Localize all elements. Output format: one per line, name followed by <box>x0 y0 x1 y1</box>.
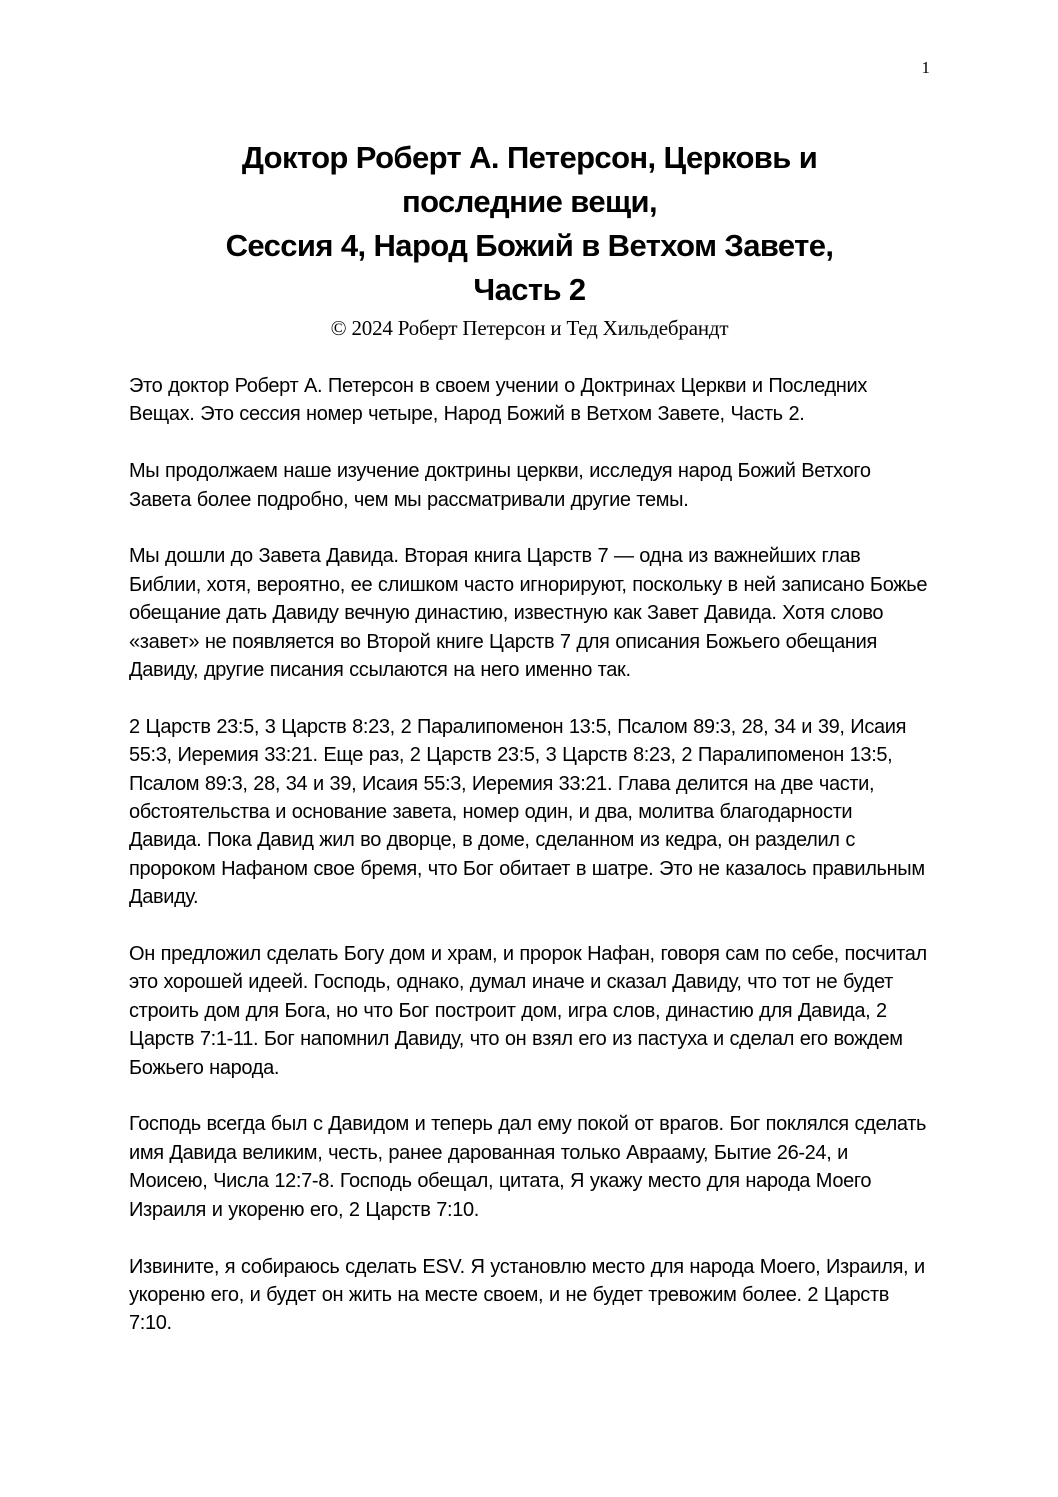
body-text <box>129 372 930 1338</box>
title-line-4: Часть 2 <box>473 272 586 307</box>
title-line-3: Сессия 4, Народ Божий в Ветхом Завете, <box>225 228 834 263</box>
paragraph-3: Мы дошли до Завета Давида. Вторая книга Царств 7 — одна из важнейших глав Библии, хотя, вероятно, ее слишком часто игнорируют, поскольку в ней записано Божье обещание дать Давиду вечную династию, известную как Завет Давида. Хотя слово «завет» не появляется во Второй книге Царств 7 для описания Божьего обещания Давиду, другие писания ссылаются на него именно так. <box>129 545 928 682</box>
document-content <box>129 136 930 1366</box>
paragraph-5: Он предложил сделать Богу дом и храм, и пророк Нафан, говоря сам по себе, посчитал это хорошей идеей. Господь, однако, думал иначе и сказал Давиду, что тот не будет строить дом для Бога, но что Бог построит дом, игра слов, династию для Давида, 2 Царств 7:1-11. Бог напомнил Давиду, что он взял его из пастуха и сделал его вождем Божьего народа. <box>129 943 927 1079</box>
copyright-line: © 2024 Роберт Петерсон и Тед Хильдебрандт <box>330 316 729 340</box>
paragraph-6: Господь всегда был с Давидом и теперь дал ему покой от врагов. Бог поклялся сделать имя Давида великим, честь, ранее дарованная только Аврааму, Бытие 26-24, и Моисею, Числа 12:7-8. Господь обещал, цитата, Я укажу место для народа Моего Израиля и укореню его, 2 Царств 7:10. <box>129 1113 927 1221</box>
page-number: 1 <box>921 58 930 77</box>
title-line-2: последние вещи, <box>401 184 658 219</box>
paragraph-7: Извините, я собираюсь сделать ESV. Я установлю место для народа Моего, Израиля, и укореню его, и будет он жить на месте своем, и не будет тревожим более. 2 Царств 7:10. <box>129 1255 925 1335</box>
title-line-1: Доктор Роберт А. Петерсон, Церковь и <box>241 140 818 175</box>
document-title <box>129 136 930 312</box>
paragraph-2: Мы продолжаем наше изучение доктрины церкви, исследуя народ Божий Ветхого Завета более подробно, чем мы рассматривали другие темы. <box>129 460 871 511</box>
paragraph-4: 2 Царств 23:5, 3 Царств 8:23, 2 Паралипоменон 13:5, Псалом 89:3, 28, 34 и 39, Исаия 55:3, Иеремия 33:21. Еще раз, 2 Царств 23:5, 3 Царств 8:23, 2 Паралипоменон 13:5, Псалом 89:3, 28, 34 и 39, Исаия 55:3, Иеремия 33:21. Глава делится на две части, обстоятельства и основание завета, номер один, и два, молитва благодарности Давида. Пока Давид жил во дворце, в доме, сделанном из кедра, он разделил с пророком Нафаном свое бремя, что Бог обитает в шатре. Это не казалось правильным Давиду. <box>129 715 925 909</box>
paragraph-1: Это доктор Роберт А. Петерсон в своем учении о Доктринах Церкви и Последних Вещах. Это сессия номер четыре, Народ Божий в Ветхом Завете, Часть 2. <box>129 375 867 426</box>
